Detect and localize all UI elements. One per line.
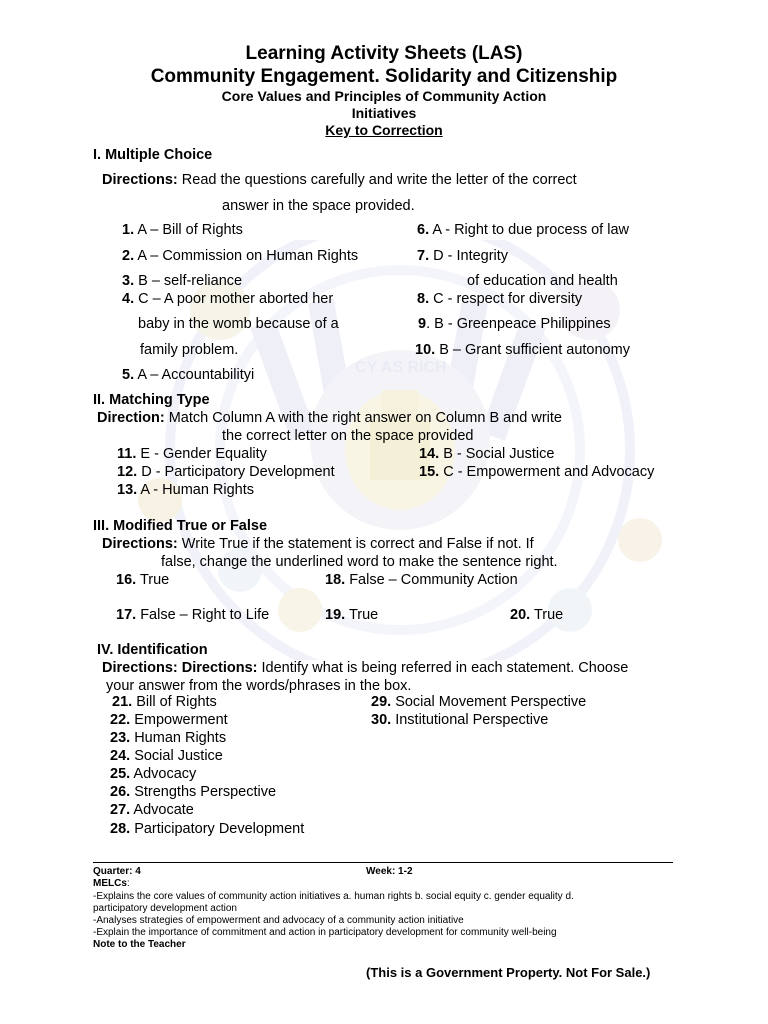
answer-30: 30. Institutional Perspective (371, 712, 549, 728)
id-directions: Directions: Directions: Identify what is being referred in each statement. Choose (102, 660, 629, 676)
answer-7: 7. D - Integrity (417, 248, 509, 264)
answer-29: 29. Social Movement Perspective (371, 694, 587, 710)
answer-2: 2. A – Commission on Human Rights (122, 248, 359, 264)
footer-note-to-teacher: Note to the Teacher (93, 939, 186, 950)
answer-18: 18. False – Community Action (325, 572, 518, 588)
answer-11: 11. E - Gender Equality (117, 446, 267, 462)
answer-23: 23. Human Rights (110, 730, 227, 746)
footer-melcs: MELCs: (93, 878, 130, 889)
answer-27: 27. Advocate (110, 802, 194, 818)
answer-15: 15. C - Empowerment and Advocacy (419, 464, 655, 480)
footer-melc-3: -Explain the importance of commitment and action in participatory development for community well-being (93, 927, 557, 938)
tf-directions: Directions: Write True if the statement is correct and False if not. If (102, 536, 534, 552)
tf-directions-cont: false, change the underlined word to make the sentence right. (161, 554, 558, 570)
section-matching-type-heading: II. Matching Type (93, 392, 210, 408)
mt-directions: Direction: Match Column A with the right answer on Column B and write (97, 410, 562, 426)
watermark-text: CY AS RICH (355, 359, 447, 376)
answer-1: 1. A – Bill of Rights (122, 222, 243, 238)
answer-4-cont: baby in the womb because of a (138, 316, 339, 332)
answer-7-cont: of education and health (467, 273, 618, 289)
answer-5: 5. A – Accountabilityi (122, 367, 255, 383)
answer-20: 20. True (510, 607, 564, 623)
section-identification-heading: IV. Identification (97, 642, 208, 658)
mt-directions-cont: the correct letter on the space provided (222, 428, 474, 444)
answer-25: 25. Advocacy (110, 766, 197, 782)
government-property-notice: (This is a Government Property. Not For Sale.) (366, 965, 651, 980)
answer-13: 13. A - Human Rights (117, 482, 255, 498)
answer-26: 26. Strengths Perspective (110, 784, 277, 800)
answer-28: 28. Participatory Development (110, 821, 305, 837)
document-title: Learning Activity Sheets (LAS) (245, 43, 523, 64)
answer-10: 10. B – Grant sufficient autonomy (415, 342, 630, 358)
section-multiple-choice-heading: I. Multiple Choice (93, 147, 213, 163)
footer-melc-1: -Explains the core values of community action initiatives a. human rights b. social equity c. gender equality d. (93, 891, 574, 902)
answer-4-cont2: family problem. (140, 342, 239, 358)
topic-line-1: Core Values and Principles of Community Action (221, 88, 547, 104)
answer-6: 6. A - Right to due process of law (417, 222, 629, 238)
answer-17: 17. False – Right to Life (116, 607, 270, 623)
footer-melc-2: -Analyses strategies of empowerment and advocacy of a community action initiative (93, 915, 464, 926)
answer-8: 8. C - respect for diversity (417, 291, 583, 307)
mc-directions-cont: answer in the space provided. (222, 198, 415, 214)
answer-14: 14. B - Social Justice (419, 446, 555, 462)
answer-3: 3. B – self-reliance (122, 273, 243, 289)
footer-melc-1-cont: participatory development action (93, 903, 237, 914)
answer-4: 4. C – A poor mother aborted her (122, 291, 334, 307)
document-subtitle: Community Engagement. Solidarity and Citizenship (150, 66, 618, 87)
id-directions-cont: your answer from the words/phrases in the box. (106, 678, 412, 694)
mc-directions: Directions: Read the questions carefully and write the letter of the correct (102, 172, 577, 188)
answer-9: 9. B - Greenpeace Philippines (418, 316, 611, 332)
section-true-false-heading: III. Modified True or False (93, 518, 268, 534)
answer-16: 16. True (116, 572, 170, 588)
answer-24: 24. Social Justice (110, 748, 223, 764)
answer-22: 22. Empowerment (110, 712, 228, 728)
footer-week: Week: 1-2 (366, 866, 413, 877)
footer-quarter: Quarter: 4 (93, 866, 141, 877)
answer-12: 12. D - Participatory Development (117, 464, 335, 480)
key-to-correction: Key to Correction (325, 122, 443, 138)
topic-line-2: Initiatives (351, 105, 417, 121)
footer-divider (93, 862, 673, 863)
answer-19: 19. True (325, 607, 379, 623)
answer-21: 21. Bill of Rights (112, 694, 217, 710)
